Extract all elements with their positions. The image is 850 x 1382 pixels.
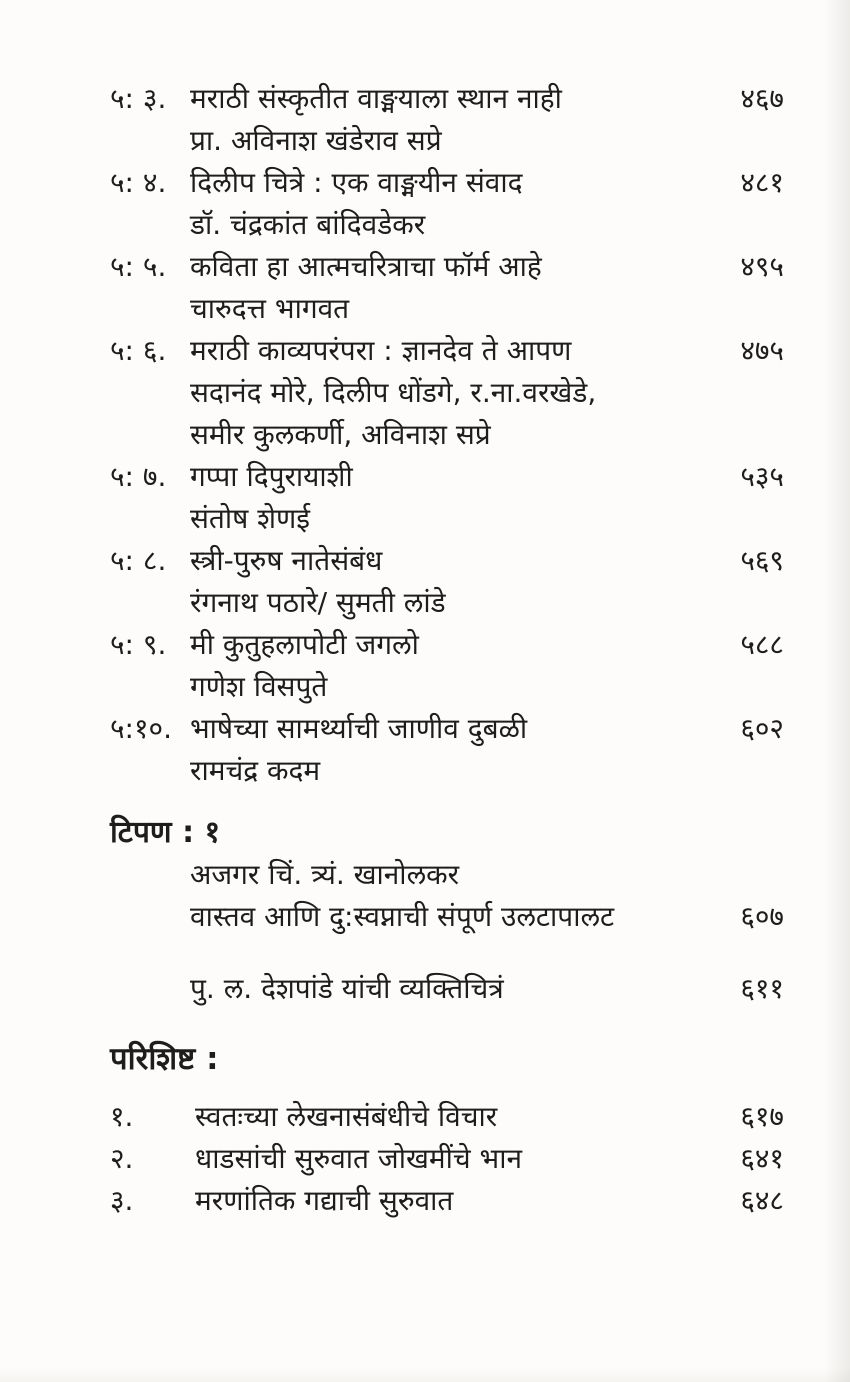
entry-title: गप्पा दिपुरायाशी (190, 460, 353, 493)
parishisht-item-title: स्वतःच्या लेखनासंबंधीचे विचार (195, 1100, 498, 1133)
parishisht-item-number: ३. (110, 1184, 134, 1217)
parishisht-item-title: धाडसांची सुरुवात जोखमींचे भान (195, 1142, 523, 1175)
entry-page-number: ५६९ (740, 544, 784, 577)
tipan-item-title: वास्तव आणि दु:स्वप्नाची संपूर्ण उलटापालट (190, 900, 615, 933)
parishisht-item-page-number: ६४१ (740, 1142, 784, 1175)
toc-entry-row (110, 246, 784, 288)
entry-author: गणेश विसपुते (190, 670, 328, 703)
entry-author: सदानंद मोरे, दिलीप धोंडगे, र.ना.वरखेडे, (190, 376, 597, 409)
tipan-heading: टिपण : १ (110, 815, 221, 850)
parishisht-section (110, 1038, 784, 1222)
entry-page-number: ४८१ (740, 166, 784, 199)
parishisht-item-row (110, 1096, 784, 1138)
toc-entry (110, 330, 784, 456)
parishisht-item-number: २. (110, 1142, 134, 1175)
entry-title: मराठी काव्यपरंपरा : ज्ञानदेव ते आपण (190, 334, 572, 367)
parishisht-item-row (110, 1138, 784, 1180)
entry-number: ५: ४. (110, 166, 167, 199)
entry-author: संतोष शेणई (190, 502, 311, 535)
toc-entry (110, 246, 784, 330)
entry-number: ५: ७. (110, 460, 167, 493)
toc-entry (110, 456, 784, 540)
toc-entry-row (110, 708, 784, 750)
entry-number: ५: ८. (110, 544, 167, 577)
toc-entry (110, 708, 784, 792)
parishisht-item-title: मरणांतिक गद्याची सुरुवात (195, 1184, 454, 1217)
entry-page-number: ४९५ (740, 250, 784, 283)
entry-number: ५: ३. (110, 82, 167, 115)
tipan-author: अजगर चिं. त्र्यं. खानोलकर (190, 858, 460, 891)
entry-number: ५: ५. (110, 250, 167, 283)
entry-author: डॉ. चंद्रकांत बांदिवडेकर (190, 208, 426, 241)
entry-title: स्त्री-पुरुष नातेसंबंध (190, 544, 383, 577)
entry-author: रामचंद्र कदम (190, 754, 321, 787)
toc-entry (110, 162, 784, 246)
entry-page-number: ४६७ (740, 82, 784, 115)
parishisht-heading: परिशिष्ट : (110, 1041, 219, 1077)
entry-author: चारुदत्त भागवत (190, 292, 350, 325)
parishisht-list (110, 1096, 784, 1222)
entry-title: कविता हा आत्मचरित्राचा फॉर्म आहे (190, 250, 542, 283)
toc-entry-row (110, 456, 784, 498)
entry-number: ५: ९. (110, 628, 167, 661)
entry-title: मी कुतुहलापोटी जगलो (190, 628, 419, 661)
entry-number: ५:१०. (110, 712, 173, 745)
entry-number: ५: ६. (110, 334, 167, 367)
tipan-item-row (110, 896, 784, 938)
tipan-section (110, 812, 784, 1010)
entry-page-number: ४७५ (740, 334, 784, 367)
parishisht-item-row (110, 1180, 784, 1222)
toc-entry-row (110, 330, 784, 372)
entry-author: प्रा. अविनाश खंडेराव सप्रे (190, 124, 442, 157)
tipan-item-row (110, 968, 784, 1010)
toc-entry-row (110, 624, 784, 666)
entry-page-number: ५३५ (740, 460, 784, 493)
entry-page-number: ६०२ (740, 712, 784, 745)
entry-title: दिलीप चित्रे : एक वाङ्मयीन संवाद (190, 166, 523, 199)
entry-author: रंगनाथ पठारे/ सुमती लांडे (190, 586, 446, 619)
toc-entry (110, 540, 784, 624)
toc-entry (110, 78, 784, 162)
toc-entry-row (110, 162, 784, 204)
entry-title: मराठी संस्कृतीत वाङ्मयाला स्थान नाही (190, 82, 562, 115)
entry-page-number: ५८८ (740, 628, 784, 661)
tipan-item-page-number: ६११ (740, 972, 784, 1005)
toc-entry-row (110, 78, 784, 120)
tipan-item-page-number: ६०७ (740, 900, 784, 933)
toc-entry-row (110, 540, 784, 582)
tipan-item-title: पु. ल. देशपांडे यांची व्यक्तिचित्रं (190, 972, 504, 1005)
parishisht-item-number: १. (110, 1100, 134, 1133)
parishisht-item-page-number: ६१७ (740, 1100, 784, 1133)
parishisht-item-page-number: ६४८ (740, 1184, 784, 1217)
entry-author: समीर कुलकर्णी, अविनाश सप्रे (190, 418, 491, 451)
entry-title: भाषेच्या सामर्थ्याची जाणीव दुबळी (190, 712, 528, 745)
toc-entry (110, 624, 784, 708)
